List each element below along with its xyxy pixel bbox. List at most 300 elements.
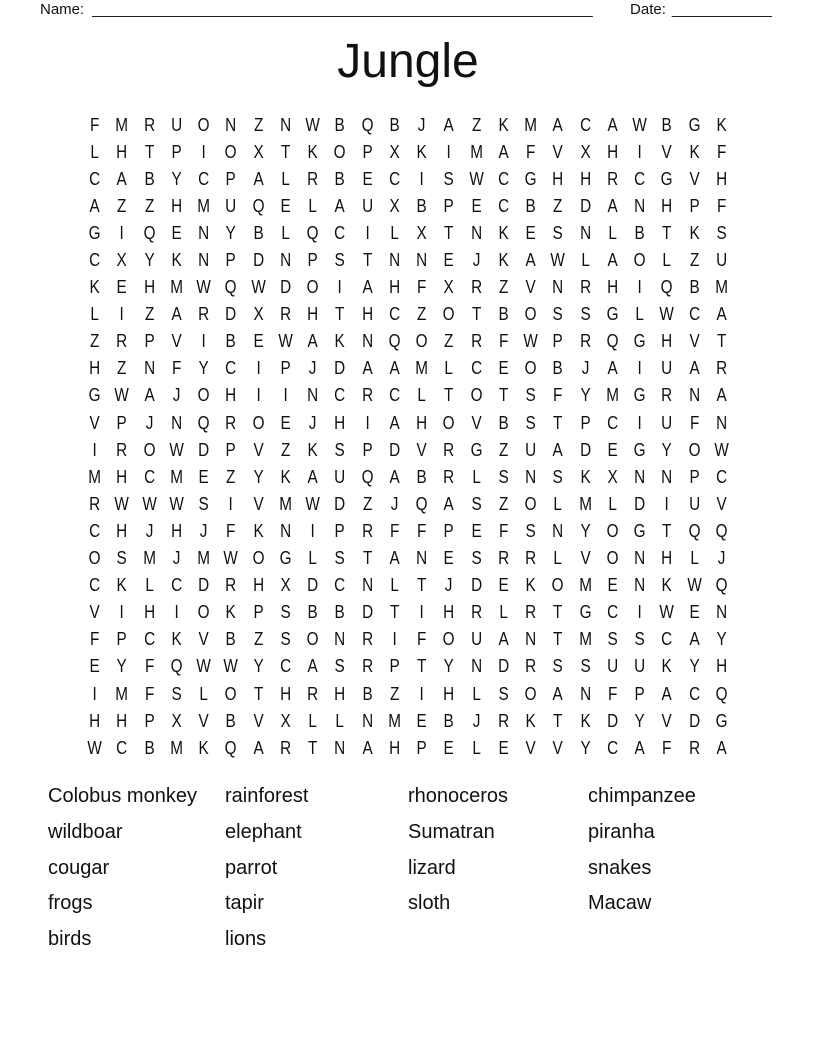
grid-cell: K [334, 331, 345, 352]
word-item: snakes [588, 856, 652, 879]
grid-cell: D [579, 195, 591, 216]
grid-cell: I [92, 683, 97, 704]
grid-cell: N [334, 737, 346, 758]
grid-cell: P [689, 195, 700, 216]
grid-cell: J [145, 520, 153, 541]
grid-cell: A [607, 114, 618, 135]
grid-cell: U [361, 195, 373, 216]
grid-cell: W [632, 114, 647, 135]
grid-cell: H [443, 602, 455, 623]
grid-cell: Q [388, 331, 401, 352]
grid-cell: J [308, 412, 317, 433]
grid-cell: K [716, 114, 727, 135]
grid-cell: W [250, 277, 266, 298]
grid-cell: T [553, 629, 563, 650]
name-label: Name: [40, 1, 85, 18]
grid-cell: G [606, 304, 619, 325]
grid-cell: E [89, 656, 100, 677]
grid-cell: B [225, 629, 236, 650]
grid-cell: R [116, 439, 128, 460]
grid-cell: H [606, 277, 618, 298]
grid-cell: K [498, 114, 509, 135]
grid-cell: C [634, 168, 646, 189]
grid-cell: L [662, 250, 672, 271]
grid-cell: Y [443, 656, 454, 677]
grid-cell: H [334, 683, 346, 704]
grid-cell: R [307, 683, 319, 704]
word-item: birds [48, 928, 92, 951]
grid-cell: I [119, 222, 124, 243]
grid-cell: E [498, 737, 509, 758]
grid-cell: J [472, 710, 480, 731]
grid-cell: K [580, 466, 591, 487]
grid-cell: T [553, 710, 563, 731]
word-list-column [408, 779, 588, 957]
grid-cell: K [580, 710, 591, 731]
grid-cell: G [524, 168, 537, 189]
grid-cell: W [196, 277, 211, 298]
grid-cell: O [197, 602, 210, 623]
grid-cell: M [197, 195, 210, 216]
grid-cell: L [471, 466, 481, 487]
grid-cell: L [608, 493, 617, 514]
grid-cell: O [333, 141, 346, 162]
grid-cell: Q [715, 520, 728, 541]
grid-cell: X [389, 195, 400, 216]
grid-cell: P [144, 710, 155, 731]
grid-cell: Y [661, 439, 672, 460]
grid-cell: S [471, 493, 482, 514]
grid-cell: W [550, 250, 566, 271]
grid-cell: Y [580, 520, 591, 541]
grid-cell: R [715, 358, 727, 379]
grid-cell: Z [553, 195, 563, 216]
grid-cell: U [225, 195, 237, 216]
grid-cell: O [524, 683, 537, 704]
grid-cell: P [389, 656, 400, 677]
grid-cell: D [307, 575, 319, 596]
grid-cell: T [253, 683, 263, 704]
grid-cell: I [637, 602, 642, 623]
grid-cell: K [498, 250, 509, 271]
grid-cell: H [116, 466, 128, 487]
grid-cell: N [416, 250, 428, 271]
grid-cell: Q [224, 737, 237, 758]
grid-cell: A [607, 250, 618, 271]
grid-cell: B [498, 412, 509, 433]
grid-cell: C [606, 412, 618, 433]
grid-cell: S [552, 656, 563, 677]
grid-cell: N [170, 412, 182, 433]
grid-cell: N [307, 385, 319, 406]
grid-cell: N [225, 114, 237, 135]
grid-cell: E [443, 737, 454, 758]
word-item: rainforest [225, 785, 309, 808]
grid-cell: X [253, 304, 264, 325]
grid-cell: P [634, 683, 645, 704]
grid-cell: N [634, 548, 646, 569]
grid-cell: Z [444, 331, 454, 352]
grid-cell: V [471, 412, 482, 433]
grid-cell: C [334, 385, 346, 406]
grid-cell: N [715, 412, 727, 433]
grid-cell: V [253, 439, 264, 460]
grid-cell: M [142, 548, 156, 569]
grid-cell: S [334, 548, 345, 569]
grid-cell: F [689, 412, 699, 433]
grid-cell: M [606, 385, 619, 406]
grid-cell: V [171, 331, 182, 352]
grid-cell: T [553, 412, 563, 433]
grid-cell: X [389, 141, 400, 162]
grid-cell: H [715, 656, 727, 677]
grid-cell: B [552, 358, 563, 379]
grid-cell: K [525, 575, 536, 596]
grid-cell: A [716, 385, 727, 406]
grid-cell: W [223, 548, 239, 569]
grid-cell: P [334, 520, 345, 541]
word-item: Macaw [588, 892, 652, 915]
grid-cell: Z [89, 331, 100, 352]
word-list [48, 779, 758, 957]
grid-cell: L [390, 575, 399, 596]
grid-cell: F [607, 683, 618, 704]
grid-cell: D [388, 439, 400, 460]
grid-cell: O [606, 548, 619, 569]
grid-cell: R [579, 277, 591, 298]
grid-cell: R [579, 331, 591, 352]
grid-cell: D [688, 710, 700, 731]
grid-cell: I [446, 141, 451, 162]
grid-cell: A [171, 304, 182, 325]
grid-cell: S [334, 439, 345, 460]
grid-cell: N [634, 195, 646, 216]
grid-cell: H [606, 141, 618, 162]
grid-cell: D [334, 493, 346, 514]
grid-cell: M [469, 141, 483, 162]
grid-cell: M [578, 493, 592, 514]
grid-cell: A [253, 737, 264, 758]
grid-cell: B [225, 331, 236, 352]
grid-cell: N [715, 602, 727, 623]
grid-cell: V [580, 548, 591, 569]
grid-cell: E [443, 548, 454, 569]
grid-cell: E [525, 222, 536, 243]
grid-cell: D [361, 602, 373, 623]
grid-cell: Y [689, 656, 700, 677]
grid-cell: W [468, 168, 484, 189]
grid-cell: Q [170, 656, 183, 677]
grid-cell: P [689, 466, 700, 487]
grid-cell: K [198, 737, 209, 758]
grid-cell: C [579, 114, 591, 135]
grid-cell: I [255, 385, 261, 406]
word-item: tapir [225, 892, 264, 915]
grid-cell: O [197, 385, 210, 406]
grid-cell: E [498, 358, 509, 379]
grid-cell: H [661, 331, 673, 352]
grid-cell: V [689, 168, 700, 189]
grid-cell: M [279, 493, 292, 514]
grid-cell: W [169, 493, 184, 514]
grid-cell: I [637, 141, 642, 162]
grid-cell: H [552, 168, 564, 189]
grid-cell: F [144, 683, 154, 704]
grid-cell: L [308, 195, 317, 216]
grid-cell: P [253, 602, 264, 623]
grid-cell: C [388, 168, 400, 189]
grid-cell: O [252, 412, 265, 433]
grid-cell: S [280, 629, 291, 650]
grid-cell: K [661, 575, 672, 596]
word-item: piranha [588, 821, 655, 844]
word-list-column [48, 779, 225, 957]
grid-cell: S [580, 304, 591, 325]
grid-cell: H [225, 385, 237, 406]
grid-cell: N [279, 250, 291, 271]
grid-cell: U [715, 250, 727, 271]
grid-cell: R [225, 412, 237, 433]
grid-cell: Z [389, 683, 400, 704]
grid-cell: N [334, 629, 346, 650]
grid-cell: E [471, 520, 482, 541]
grid-cell: Y [144, 250, 155, 271]
grid-cell: O [415, 331, 428, 352]
grid-cell: X [171, 710, 182, 731]
grid-cell: L [635, 304, 644, 325]
grid-cell: W [87, 737, 102, 758]
grid-cell: K [498, 222, 509, 243]
grid-cell: W [714, 439, 729, 460]
grid-cell: M [88, 466, 101, 487]
grid-cell: H [307, 304, 319, 325]
grid-cell: T [307, 737, 318, 758]
grid-cell: S [498, 466, 509, 487]
grid-cell: D [198, 439, 210, 460]
grid-cell: L [608, 222, 617, 243]
grid-cell: U [334, 466, 346, 487]
grid-cell: B [661, 114, 672, 135]
grid-cell: N [525, 466, 537, 487]
grid-cell: Z [689, 250, 699, 271]
grid-cell: I [419, 683, 424, 704]
grid-cell: F [716, 141, 727, 162]
grid-cell: I [419, 168, 424, 189]
grid-cell: F [89, 629, 100, 650]
grid-cell: B [334, 168, 345, 189]
grid-cell: E [171, 222, 182, 243]
grid-cell: H [89, 358, 101, 379]
grid-cell: R [470, 331, 482, 352]
grid-cell: B [525, 195, 536, 216]
grid-cell: N [579, 222, 591, 243]
grid-cell: O [524, 358, 537, 379]
grid-cell: C [606, 737, 618, 758]
grid-cell: C [89, 168, 101, 189]
grid-cell: W [659, 602, 675, 623]
grid-cell: C [334, 575, 346, 596]
grid-cell: M [578, 575, 592, 596]
grid-cell: N [579, 683, 591, 704]
grid-cell: O [143, 439, 156, 460]
grid-cell: X [580, 141, 591, 162]
grid-cell: I [201, 331, 206, 352]
grid-cell: L [471, 737, 481, 758]
grid-cell: R [143, 114, 155, 135]
grid-cell: P [362, 439, 373, 460]
grid-cell: D [279, 277, 291, 298]
grid-cell: I [337, 277, 342, 298]
grid-cell: V [525, 737, 536, 758]
grid-cell: S [525, 520, 536, 541]
grid-cell: P [225, 439, 236, 460]
grid-cell: B [634, 222, 645, 243]
grid-cell: B [498, 304, 509, 325]
grid-cell: S [580, 656, 591, 677]
grid-cell: A [716, 737, 727, 758]
grid-cell: B [389, 114, 400, 135]
grid-cell: U [661, 412, 673, 433]
grid-cell: I [419, 602, 424, 623]
grid-cell: V [661, 710, 672, 731]
grid-cell: G [688, 114, 701, 135]
grid-cell: Z [280, 439, 291, 460]
grid-cell: O [688, 439, 701, 460]
grid-cell: S [334, 250, 345, 271]
page-title: Jungle [337, 35, 479, 88]
grid-cell: Z [117, 358, 127, 379]
grid-cell: X [116, 250, 127, 271]
grid-cell: H [89, 710, 101, 731]
grid-cell: K [171, 250, 182, 271]
grid-cell: T [662, 520, 672, 541]
grid-cell: R [361, 656, 373, 677]
grid-cell: S [171, 683, 182, 704]
grid-cell: F [171, 358, 182, 379]
grid-cell: M [578, 629, 592, 650]
grid-cell: L [689, 548, 699, 569]
grid-cell: R [497, 710, 509, 731]
grid-cell: W [141, 493, 157, 514]
grid-cell: S [525, 412, 536, 433]
grid-cell: C [606, 602, 618, 623]
grid-cell: S [471, 548, 482, 569]
grid-cell: P [443, 195, 454, 216]
grid-cell: W [686, 575, 702, 596]
grid-cell: C [688, 304, 700, 325]
grid-cell: S [280, 602, 291, 623]
word-item: elephant [225, 821, 302, 844]
grid-cell: N [470, 222, 482, 243]
grid-cell: J [581, 358, 589, 379]
grid-cell: E [280, 195, 291, 216]
grid-cell: F [144, 656, 154, 677]
grid-cell: V [253, 710, 264, 731]
word-item: parrot [225, 856, 278, 879]
grid-cell: M [415, 358, 428, 379]
grid-cell: H [116, 710, 128, 731]
grid-cell: P [362, 141, 373, 162]
grid-cell: L [471, 683, 481, 704]
grid-cell: G [633, 520, 646, 541]
grid-cell: F [498, 331, 509, 352]
grid-cell: C [334, 222, 346, 243]
grid-cell: D [634, 493, 646, 514]
grid-cell: A [661, 683, 672, 704]
grid-cell: T [444, 222, 454, 243]
grid-cell: T [662, 222, 672, 243]
grid-cell: W [305, 493, 320, 514]
grid-cell: N [470, 656, 482, 677]
grid-cell: M [170, 737, 183, 758]
grid-cell: Z [498, 493, 509, 514]
grid-cell: I [364, 222, 370, 243]
grid-cell: T [553, 602, 563, 623]
grid-cell: P [307, 250, 318, 271]
grid-cell: X [280, 710, 291, 731]
grid-cell: L [417, 385, 426, 406]
grid-cell: Z [253, 629, 263, 650]
grid-cell: N [634, 466, 646, 487]
grid-cell: S [607, 629, 618, 650]
grid-cell: Z [144, 304, 154, 325]
grid-cell: P [580, 412, 591, 433]
grid-cell: J [472, 250, 480, 271]
grid-cell: S [634, 629, 645, 650]
grid-cell: O [524, 304, 537, 325]
grid-cell: E [607, 439, 618, 460]
grid-cell: A [525, 250, 536, 271]
grid-cell: L [199, 683, 208, 704]
grid-cell: J [390, 493, 399, 514]
grid-cell: L [90, 141, 99, 162]
grid-cell: A [443, 114, 454, 135]
grid-cell: Z [471, 114, 481, 135]
grid-cell: Q [306, 222, 319, 243]
grid-cell: A [552, 114, 563, 135]
grid-cell: L [90, 304, 99, 325]
grid-cell: H [388, 277, 400, 298]
grid-cell: V [552, 737, 563, 758]
grid-cell: Y [580, 737, 591, 758]
grid-cell: T [362, 250, 372, 271]
grid-cell: B [144, 737, 155, 758]
grid-cell: E [198, 466, 209, 487]
grid-cell: A [253, 168, 264, 189]
grid-cell: A [334, 195, 345, 216]
grid-cell: T [416, 656, 427, 677]
grid-cell: P [144, 331, 155, 352]
grid-cell: R [307, 168, 319, 189]
grid-cell: S [334, 656, 345, 677]
grid-cell: H [143, 602, 155, 623]
grid-cell: H [116, 141, 128, 162]
grid-cell: R [525, 656, 537, 677]
grid-cell: B [362, 683, 373, 704]
grid-cell: F [662, 737, 672, 758]
grid-cell: U [606, 656, 618, 677]
grid-cell: M [115, 683, 129, 704]
grid-cell: C [279, 656, 291, 677]
grid-cell: J [445, 575, 453, 596]
grid-cell: A [689, 629, 700, 650]
grid-cell: O [470, 385, 483, 406]
grid-cell: A [307, 466, 318, 487]
grid-cell: H [388, 737, 400, 758]
grid-cell: U [170, 114, 182, 135]
grid-cell: X [443, 277, 454, 298]
grid-cell: Q [415, 493, 428, 514]
